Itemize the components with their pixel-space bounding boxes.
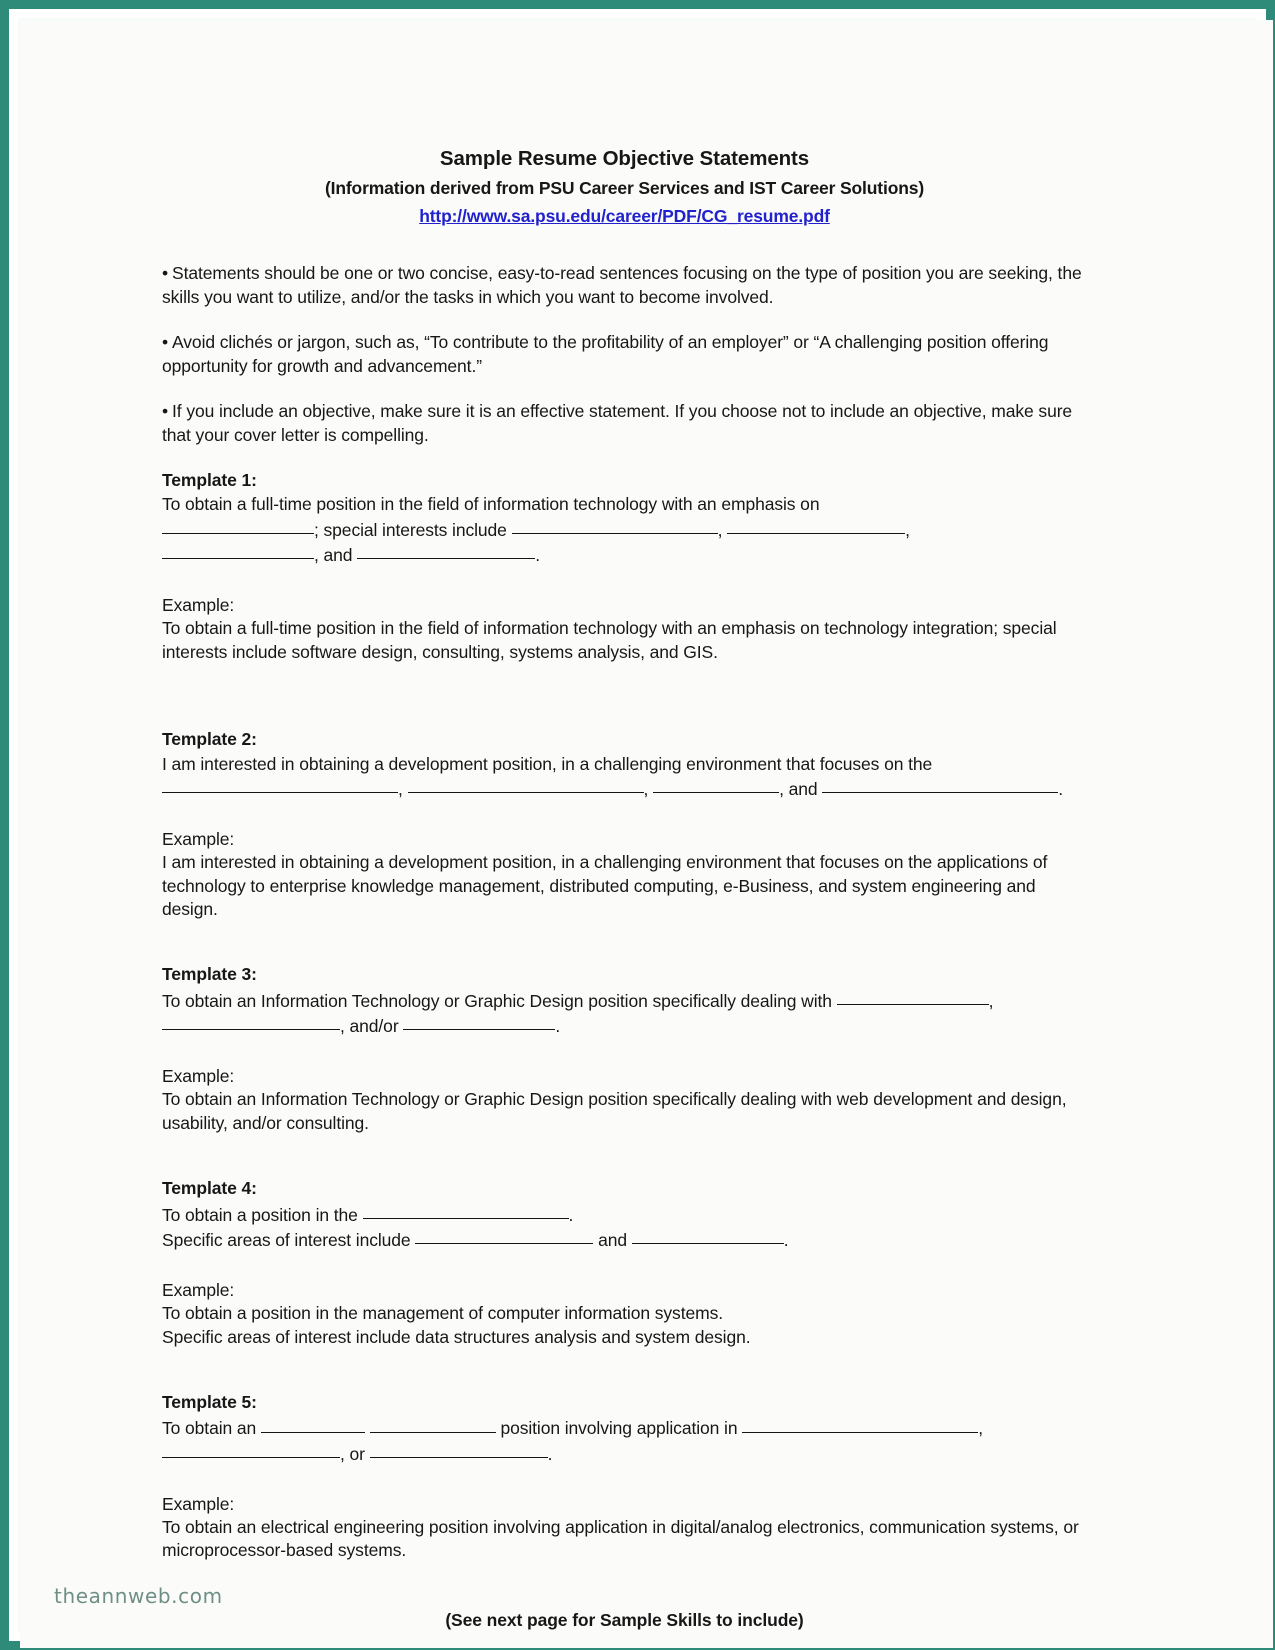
template-1-text-d: , and: [314, 545, 353, 566]
template-4-text-c: Specific areas of interest include: [162, 1230, 411, 1251]
example-label: Example:: [162, 1279, 235, 1300]
bullet-text: Statements should be one or two concise, easy-to-read sentences focusing on the type of position you are seeking, the skills you want to utilize, and/or the tasks in which you want to become involved.: [162, 263, 1082, 307]
fill-in-blank[interactable]: [162, 1013, 340, 1030]
template-4-text-d: and: [598, 1230, 627, 1251]
template-5-text-d: , or: [340, 1444, 365, 1465]
template-5-heading: Template 5:: [162, 1392, 257, 1412]
list-item: [162, 400, 1087, 447]
template-4-example-line-2: Specific areas of interest include data structures analysis and system design.: [162, 1326, 751, 1347]
template-1-text-e: .: [535, 545, 540, 566]
template-2-text-a: ,: [398, 779, 403, 800]
template-section-1: [162, 469, 1087, 664]
template-4-example-line-1: To obtain a position in the management of computer information systems.: [162, 1303, 723, 1324]
bullet-icon: •: [162, 332, 169, 353]
fill-in-blank[interactable]: [357, 542, 535, 559]
fill-in-blank[interactable]: [742, 1415, 978, 1432]
template-section-5: [162, 1391, 1087, 1563]
example-label: Example:: [162, 828, 235, 849]
template-2-text-b: ,: [643, 779, 649, 800]
fill-in-blank[interactable]: [403, 1013, 555, 1030]
bullet-text: If you include an objective, make sure it is an effective statement. If you choose not to include an objective, make sure that your cover letter is compelling.: [162, 401, 1073, 445]
watermark: theannweb.com: [54, 1584, 223, 1608]
fill-in-blank[interactable]: [512, 517, 718, 534]
list-item: [162, 262, 1087, 309]
source-url-link[interactable]: http://www.sa.psu.edu/career/PDF/CG_resume.pdf: [419, 205, 830, 226]
fill-in-blank[interactable]: [837, 988, 989, 1005]
template-5-example: To obtain an electrical engineering position involving application in digital/analog electronics, communication systems, or microprocessor-based systems.: [162, 1516, 1079, 1561]
template-1-text-a: ; special interests include: [314, 519, 507, 540]
template-5-text-b: position involving application in: [500, 1418, 738, 1439]
template-2-heading: Template 2:: [162, 729, 257, 750]
list-item: [162, 331, 1087, 378]
template-3-text-a: To obtain an Information Technology or Graphic Design position specifically dealing with: [162, 990, 832, 1011]
example-label: Example:: [162, 1065, 235, 1086]
template-4-line-2: [162, 1227, 1087, 1253]
template-4-text-b: .: [568, 1204, 574, 1225]
bullet-icon: •: [162, 263, 169, 284]
bullet-text: Avoid clichés or jargon, such as, “To contribute to the profitability of an employer” or “A challenging position offering opportunity for growth and advancement.”: [162, 332, 1049, 376]
document-body: [162, 145, 1087, 1632]
fill-in-blank[interactable]: [822, 776, 1058, 793]
template-5-text-a: To obtain an: [162, 1418, 257, 1439]
template-1-text-b: ,: [717, 519, 723, 540]
template-1-line-3: [162, 542, 1087, 568]
template-2-text-c: , and: [779, 779, 818, 800]
fill-in-blank[interactable]: [162, 776, 398, 793]
template-3-line-1: [162, 988, 1087, 1014]
example-label: Example:: [162, 594, 235, 615]
intro-bullet-list: [162, 262, 1087, 447]
template-3-heading: Template 3:: [162, 964, 257, 985]
fill-in-blank[interactable]: [653, 776, 779, 793]
template-3-text-c: , and/or: [340, 1016, 399, 1037]
document-subtitle: (Information derived from PSU Career Services and IST Career Solutions): [324, 178, 925, 199]
template-1-line-1: To obtain a full-time position in the field of information technology with an emphasis on: [162, 494, 820, 515]
template-5-line-1: [162, 1415, 1087, 1441]
fill-in-blank[interactable]: [261, 1415, 365, 1432]
template-section-2: [162, 728, 1087, 921]
template-2-line-1: I am interested in obtaining a development position, in a challenging environment that focuses on the: [162, 753, 933, 774]
document-sheet: [20, 20, 1273, 1648]
example-label: Example:: [162, 1493, 235, 1514]
fill-in-blank[interactable]: [408, 776, 644, 793]
template-3-text-b: ,: [988, 990, 994, 1011]
closing-note: (See next page for Sample Skills to include): [445, 1609, 804, 1630]
fill-in-blank[interactable]: [727, 517, 905, 534]
template-2-line-2: [162, 776, 1087, 802]
fill-in-blank[interactable]: [632, 1227, 784, 1244]
fill-in-blank[interactable]: [162, 1441, 340, 1458]
template-5-text-c: ,: [978, 1418, 983, 1439]
template-4-text-e: .: [783, 1230, 789, 1251]
template-5-text-e: .: [547, 1444, 553, 1465]
template-2-text-d: .: [1058, 779, 1064, 800]
fill-in-blank[interactable]: [363, 1202, 569, 1219]
fill-in-blank[interactable]: [162, 542, 314, 559]
template-section-4: [162, 1177, 1087, 1349]
template-section-3: [162, 963, 1087, 1135]
fill-in-blank[interactable]: [162, 517, 314, 534]
fill-in-blank[interactable]: [415, 1227, 593, 1244]
template-1-line-2: [162, 517, 1087, 543]
template-3-text-d: .: [555, 1016, 561, 1037]
template-5-line-2: [162, 1441, 1087, 1467]
template-3-example: To obtain an Information Technology or Graphic Design position specifically dealing with web development and design, usability, and/or consulting.: [162, 1089, 1067, 1133]
template-2-example: I am interested in obtaining a development position, in a challenging environment that focuses on the applications of technology to enterprise knowledge management, distributed computing, e-Business, and system engineering and design.: [162, 852, 1048, 919]
template-4-text-a: To obtain a position in the: [162, 1204, 358, 1225]
template-3-line-2: [162, 1013, 1087, 1039]
fill-in-blank[interactable]: [370, 1415, 496, 1432]
template-1-example: To obtain a full-time position in the field of information technology with an emphasis on technology integration; special interests include software design, consulting, systems analysis, and GIS.: [162, 618, 1057, 662]
page-title: Sample Resume Objective Statements: [439, 147, 810, 170]
template-4-line-1: [162, 1202, 1087, 1228]
template-1-text-c: ,: [905, 519, 910, 540]
template-4-heading: Template 4:: [162, 1178, 257, 1199]
fill-in-blank[interactable]: [370, 1441, 548, 1458]
template-1-heading: Template 1:: [162, 469, 257, 490]
bullet-icon: •: [162, 401, 169, 422]
